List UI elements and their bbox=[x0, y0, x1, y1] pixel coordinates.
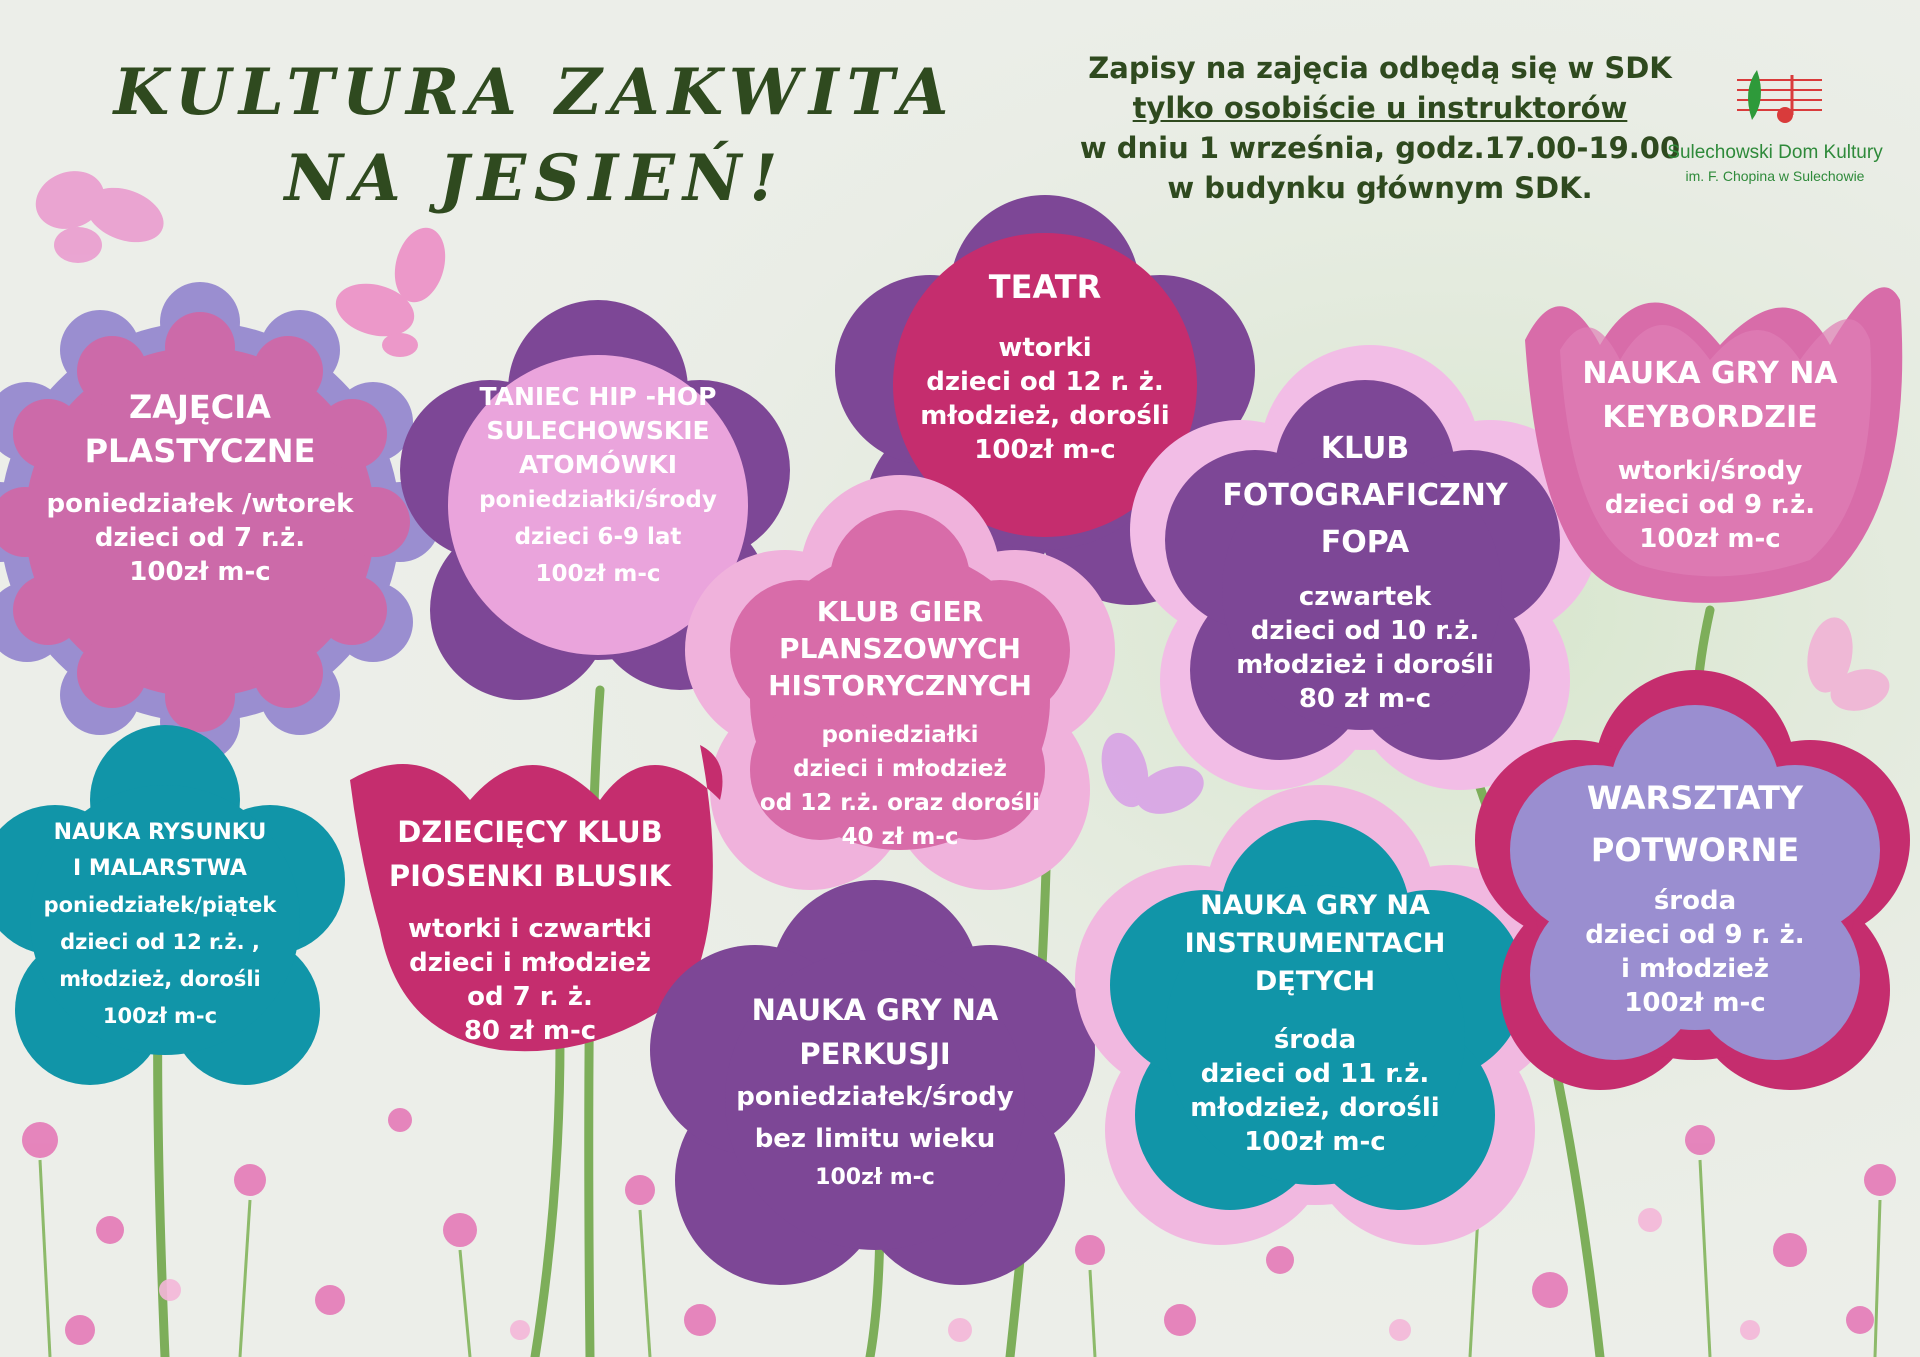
card-klub-gier bbox=[735, 593, 1065, 854]
card-heading: NAUKA GRY NA bbox=[1582, 356, 1838, 391]
card-audience: dzieci i młodzież bbox=[409, 948, 651, 978]
card-heading: PERKUSJI bbox=[799, 1037, 951, 1071]
card-days: poniedziałek/piątek bbox=[43, 893, 277, 917]
card-nauka-perkusji bbox=[720, 988, 1030, 1196]
card-heading: NAUKA GRY NA bbox=[1200, 890, 1430, 921]
card-nauka-rysunku bbox=[15, 815, 305, 1035]
registration-info bbox=[1030, 48, 1730, 208]
card-heading: PIOSENKI BLUSIK bbox=[388, 859, 672, 893]
card-price: 100zł m-c bbox=[102, 1004, 218, 1028]
card-price: 100zł m-c bbox=[1624, 988, 1766, 1018]
card-age: dzieci od 9 r.ż. bbox=[1604, 490, 1816, 520]
card-price: 80 zł m-c bbox=[463, 1016, 597, 1046]
card-age: dzieci od 12 r.ż. , bbox=[60, 930, 260, 954]
card-days: poniedziałek/środy bbox=[736, 1082, 1014, 1112]
card-audience: młodzież i dorośli bbox=[1236, 650, 1494, 680]
card-days: środa bbox=[1653, 886, 1737, 916]
card-heading: KLUB GIER bbox=[816, 595, 984, 628]
music-note-icon bbox=[1727, 60, 1827, 140]
poster-title bbox=[95, 50, 975, 222]
card-days: poniedziałki/środy bbox=[479, 487, 717, 513]
card-age: bez limitu wieku bbox=[754, 1124, 996, 1154]
card-nauka-gry-keyboard bbox=[1555, 352, 1865, 556]
card-age: dzieci 6-9 lat bbox=[514, 524, 682, 550]
title-line-1: KULTURA ZAKWITA bbox=[113, 55, 957, 130]
card-days: środa bbox=[1273, 1025, 1357, 1055]
card-price: 100zł m-c bbox=[129, 557, 271, 587]
card-warsztaty-potworne bbox=[1545, 772, 1845, 1020]
card-heading: FOTOGRAFICZNY bbox=[1222, 478, 1508, 513]
card-heading: NAUKA GRY NA bbox=[751, 993, 999, 1027]
title-line-2: NA JESIEŃ! bbox=[284, 141, 786, 216]
card-heading: WARSZTATY bbox=[1586, 779, 1804, 817]
card-heading: HISTORYCZNYCH bbox=[768, 669, 1032, 702]
logo-subtitle: im. F. Chopina w Sulechowie bbox=[1685, 168, 1865, 184]
card-price: 100zł m-c bbox=[1639, 524, 1781, 554]
card-price: 100zł m-c bbox=[815, 1165, 935, 1190]
card-days: czwartek bbox=[1298, 582, 1432, 612]
card-heading: KEYBORDZIE bbox=[1602, 400, 1818, 435]
card-audience: młodzież, dorośli bbox=[59, 967, 261, 991]
card-age: dzieci od 10 r.ż. bbox=[1250, 616, 1480, 646]
card-audience: młodzież, dorośli bbox=[1190, 1093, 1440, 1123]
card-days: poniedziałek /wtorek bbox=[46, 489, 354, 519]
card-days: poniedziałki bbox=[821, 722, 979, 748]
card-age: dzieci od 9 r. ż. bbox=[1585, 920, 1805, 950]
card-days: wtorki/środy bbox=[1617, 456, 1803, 486]
card-age: od 7 r. ż. bbox=[467, 982, 593, 1012]
info-line-4: w budynku głównym SDK. bbox=[1167, 171, 1593, 205]
info-line-2: tylko osobiście u instruktorów bbox=[1132, 91, 1628, 125]
card-days: wtorki i czwartki bbox=[408, 914, 652, 944]
card-heading: ATOMÓWKI bbox=[518, 450, 678, 479]
card-heading: INSTRUMENTACH bbox=[1184, 928, 1446, 959]
card-heading: TANIEC HIP -HOP bbox=[479, 382, 717, 411]
card-days: wtorki bbox=[998, 333, 1092, 363]
card-heading: PLASTYCZNE bbox=[84, 432, 316, 470]
card-heading: DĘTYCH bbox=[1254, 966, 1376, 997]
card-audience: dzieci i młodzież bbox=[793, 756, 1007, 782]
card-teatr bbox=[890, 265, 1200, 467]
card-heading: KLUB bbox=[1320, 431, 1410, 466]
card-age: dzieci od 11 r.ż. bbox=[1200, 1059, 1430, 1089]
card-heading: ZAJĘCIA bbox=[129, 388, 271, 426]
card-heading: DZIECIĘCY KLUB bbox=[397, 815, 663, 849]
card-audience: i młodzież bbox=[1621, 954, 1769, 984]
card-age: dzieci od 12 r. ż. bbox=[926, 367, 1164, 397]
card-taniec-hip-hop bbox=[448, 380, 748, 593]
card-heading: I MALARSTWA bbox=[73, 856, 247, 881]
card-zajecia-plastyczne bbox=[30, 385, 370, 589]
card-heading: SULECHOWSKIE bbox=[486, 416, 710, 445]
card-age: dzieci od 7 r.ż. bbox=[94, 523, 306, 553]
card-heading: FOPA bbox=[1320, 525, 1410, 560]
card-price: 40 zł m-c bbox=[841, 824, 959, 850]
logo-name: Sulechowski Dom Kultury bbox=[1667, 142, 1883, 163]
card-price: 100zł m-c bbox=[974, 435, 1116, 465]
card-audience: młodzież, dorośli bbox=[920, 401, 1170, 431]
card-price: 100zł m-c bbox=[1244, 1127, 1386, 1157]
card-age: od 12 r.ż. oraz dorośli bbox=[759, 790, 1041, 816]
card-price: 100zł m-c bbox=[535, 561, 661, 587]
sdk-logo bbox=[1655, 60, 1895, 184]
card-heading: NAUKA RYSUNKU bbox=[53, 820, 267, 845]
card-price: 80 zł m-c bbox=[1298, 684, 1432, 714]
card-instrumenty-dete bbox=[1165, 887, 1465, 1159]
info-line-3: w dniu 1 września, godz.17.00-19.00 bbox=[1079, 131, 1681, 165]
info-line-1: Zapisy na zajęcia odbędą się w SDK bbox=[1088, 51, 1672, 85]
card-klub-piosenki-blusik bbox=[365, 810, 695, 1048]
card-heading: PLANSZOWYCH bbox=[779, 632, 1021, 665]
card-heading: TEATR bbox=[988, 268, 1102, 306]
card-heading: POTWORNE bbox=[1590, 831, 1800, 869]
card-klub-fotograficzny bbox=[1215, 425, 1515, 716]
